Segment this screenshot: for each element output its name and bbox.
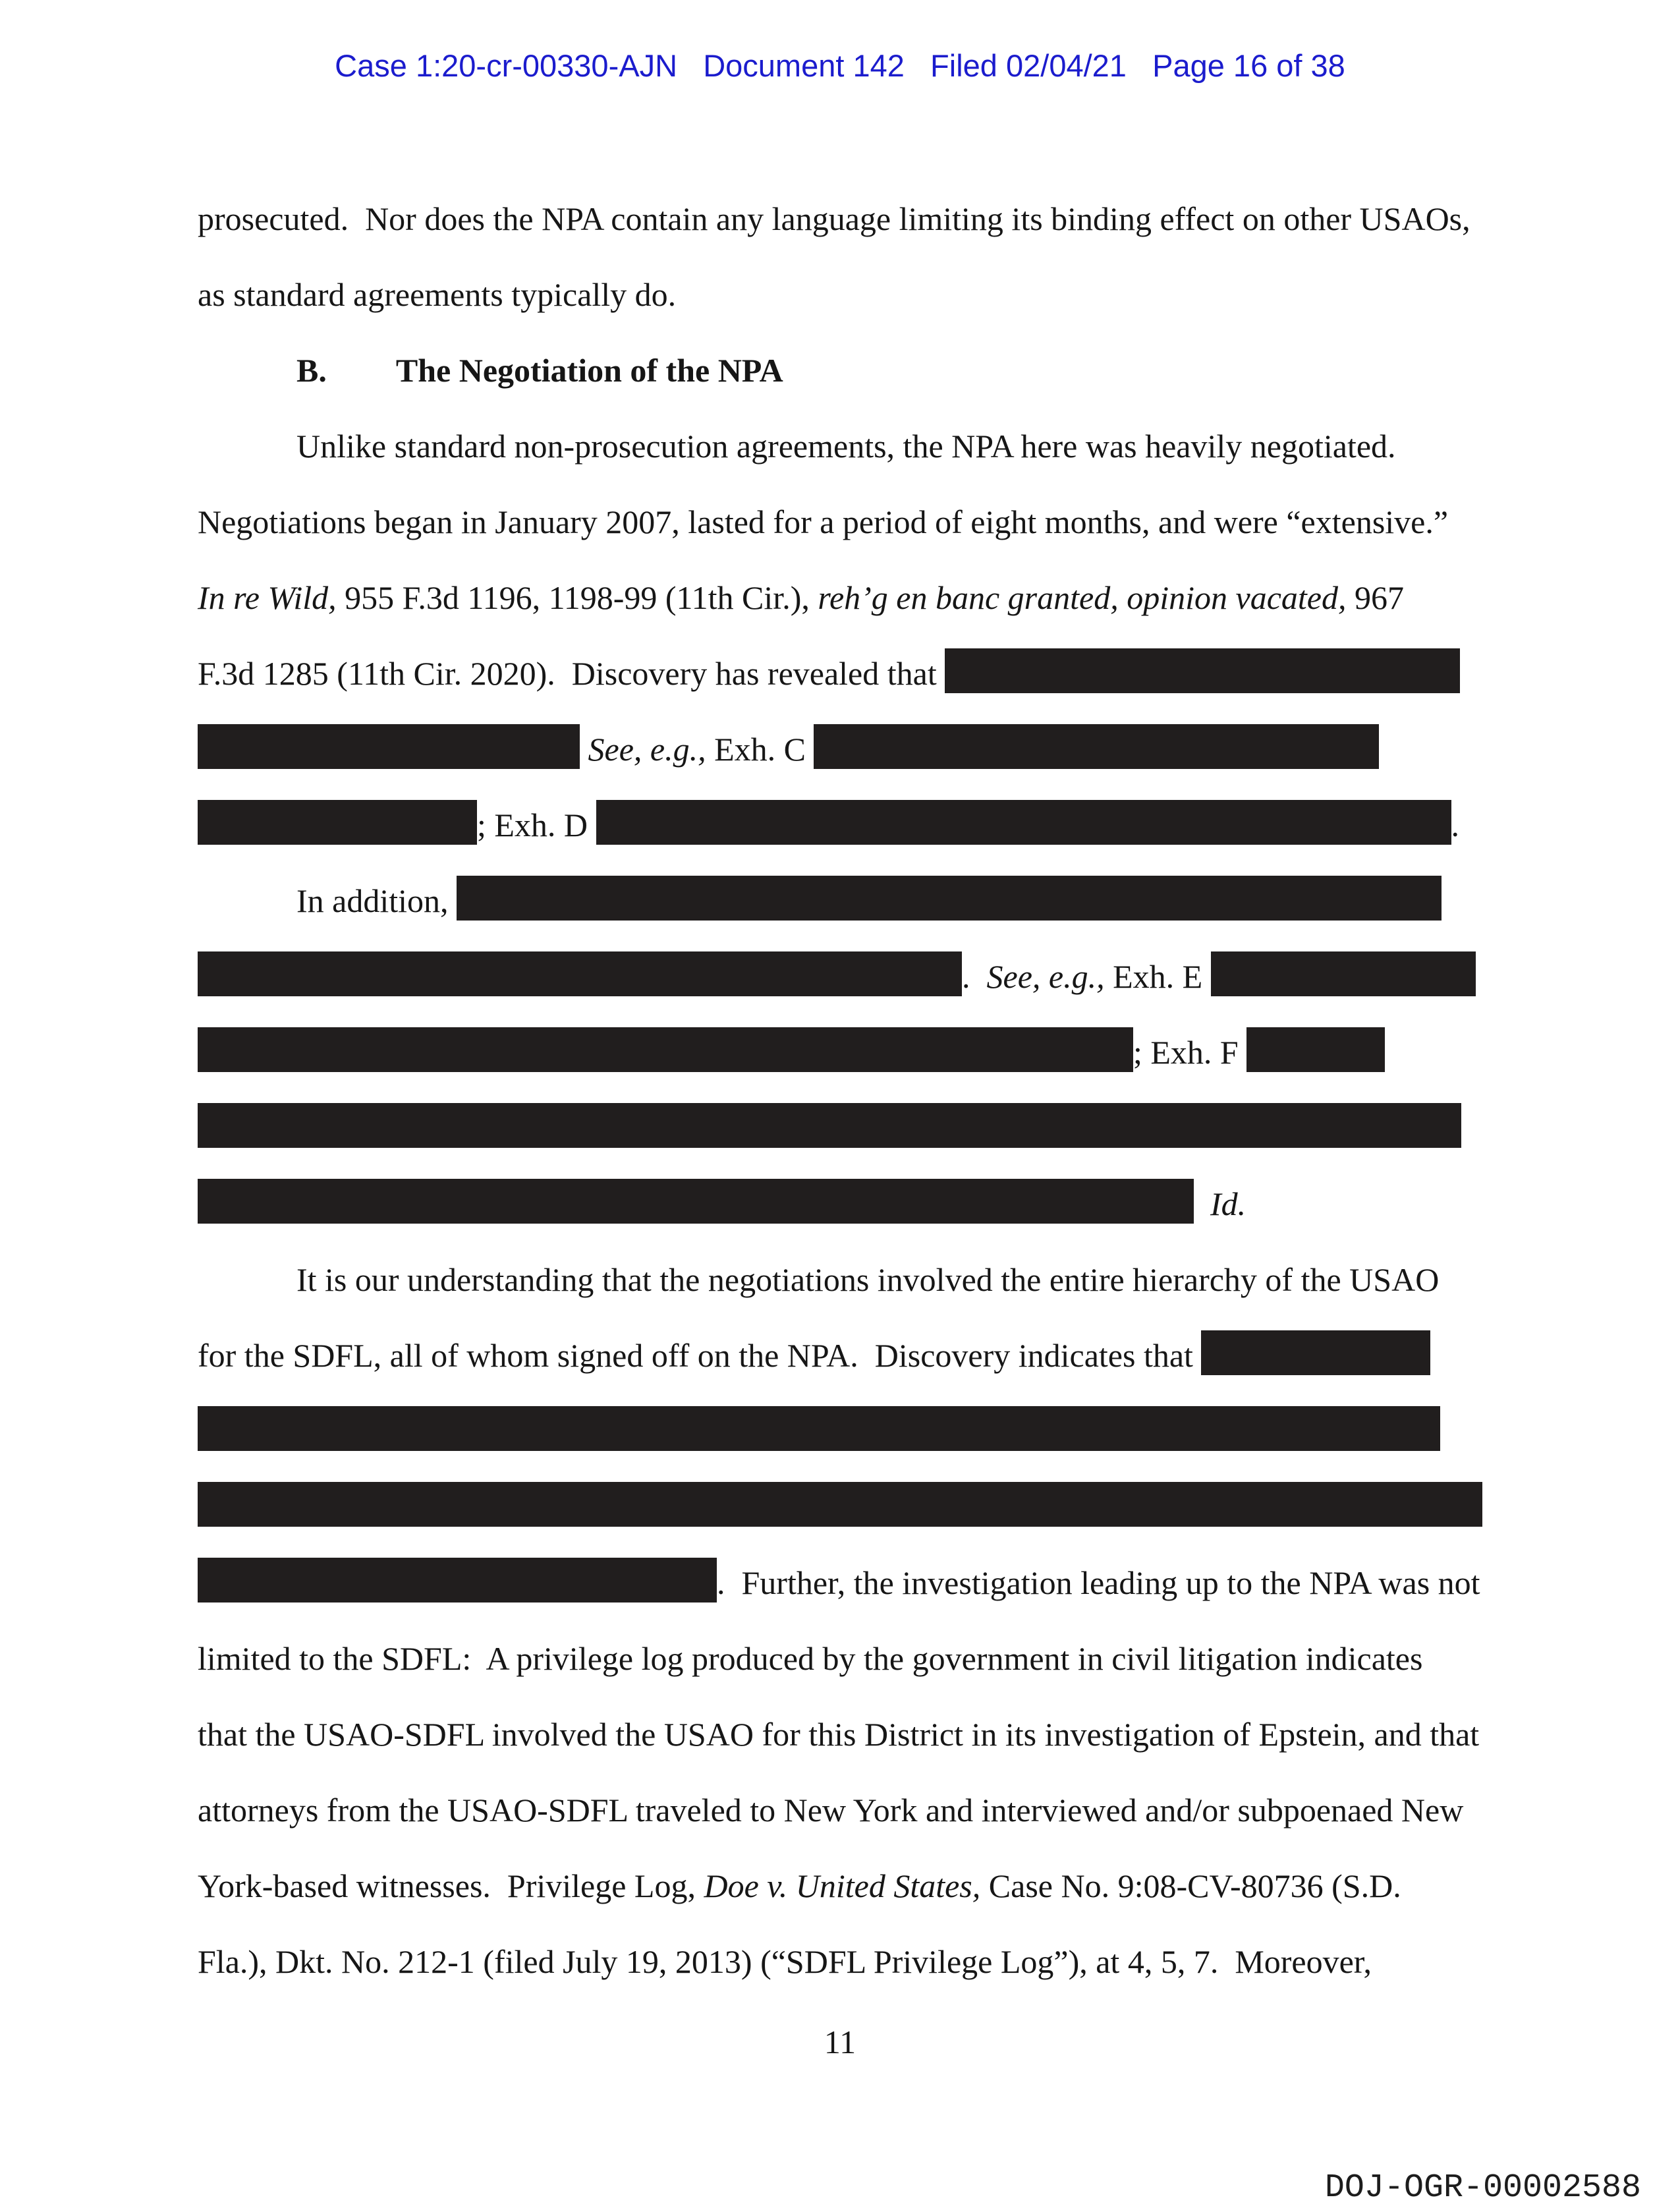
text-line — [198, 712, 1482, 787]
redaction-bar — [198, 1027, 1133, 1072]
text-line — [198, 863, 1482, 939]
redaction-bar — [198, 1482, 1482, 1527]
text-line — [198, 1091, 1482, 1166]
text-line — [198, 1318, 1482, 1394]
page-number: 11 — [824, 2024, 856, 2060]
body-text — [580, 731, 588, 768]
italic-text: reh’g en banc granted, opinion vacated, — [818, 579, 1347, 616]
body-text: In addition, — [296, 882, 457, 919]
text-line — [198, 409, 1482, 484]
italic-text: In re Wild, — [198, 579, 337, 616]
redaction-bar — [1246, 1027, 1385, 1072]
body-text: 967 — [1346, 579, 1404, 616]
redaction-bar — [198, 1558, 717, 1602]
body-text: It is our understanding that the negotiations involved the entire hierarchy of the USAO — [296, 1261, 1440, 1298]
text-line — [198, 1621, 1482, 1697]
text-line — [198, 484, 1482, 560]
redaction-bar — [198, 1103, 1461, 1148]
body-text — [1194, 1185, 1210, 1222]
body-text: . — [1451, 807, 1460, 843]
body-text: Unlike standard non-prosecution agreements, the NPA here was heavily negotiated. — [296, 428, 1396, 465]
redaction-bar — [596, 800, 1451, 845]
redaction-bar — [198, 724, 580, 769]
body-text: Case No. 9:08-CV-80736 (S.D. — [980, 1867, 1401, 1904]
text-line — [198, 1848, 1482, 1924]
text-line — [198, 1015, 1482, 1091]
text-line — [198, 1469, 1482, 1545]
body-text: 955 F.3d 1196, 1198-99 (11th Cir.), — [336, 579, 818, 616]
ecf-filing-stamp: Case 1:20-cr-00330-AJN Document 142 Filed 02/04/21 Page 16 of 38 — [335, 48, 1345, 83]
body-text: as standard agreements typically do. — [198, 276, 677, 313]
redaction-bar — [1211, 951, 1476, 996]
redaction-bar — [198, 951, 962, 996]
text-line — [198, 787, 1482, 863]
italic-text: Id. — [1210, 1185, 1246, 1222]
body-text: . — [962, 958, 987, 995]
italic-text: See, e.g., — [986, 958, 1105, 995]
body-text: Exh. E — [1104, 958, 1211, 995]
redaction-bar — [945, 648, 1460, 693]
redaction-bar — [457, 876, 1442, 921]
body-text: ; Exh. F — [1133, 1034, 1247, 1071]
text-line — [198, 1924, 1482, 2000]
text-line — [198, 333, 1482, 409]
text-line — [198, 1545, 1482, 1621]
redaction-bar — [814, 724, 1379, 769]
body-text: F.3d 1285 (11th Cir. 2020). Discovery has revealed that — [198, 655, 945, 692]
text-line — [198, 1697, 1482, 1772]
text-line — [198, 1166, 1482, 1242]
body-text: ; Exh. D — [477, 807, 596, 843]
body-text: Fla.), Dkt. No. 212-1 (filed July 19, 2013) (“SDFL Privilege Log”), at 4, 5, 7. Moreover, — [198, 1943, 1372, 1980]
body-text: attorneys from the USAO-SDFL traveled to New York and interviewed and/or subpoenaed New — [198, 1792, 1464, 1829]
redaction-bar — [198, 800, 477, 845]
redaction-bar — [198, 1179, 1194, 1224]
body-text: Exh. C — [706, 731, 814, 768]
body-text: Negotiations began in January 2007, lasted for a period of eight months, and were “extensive.” — [198, 503, 1449, 540]
text-line — [198, 1772, 1482, 1848]
text-line — [198, 560, 1482, 636]
bates-number: DOJ-OGR-00002588 — [1324, 2169, 1641, 2207]
text-line — [198, 1394, 1482, 1469]
document-body — [198, 181, 1482, 2000]
body-text: prosecuted. Nor does the NPA contain any language limiting its binding effect on other USAOs, — [198, 200, 1470, 237]
italic-text: Doe v. United States, — [704, 1867, 981, 1904]
bold-text: The Negotiation of the NPA — [395, 352, 783, 389]
redaction-bar — [1201, 1330, 1430, 1375]
text-line — [198, 939, 1482, 1015]
body-text: York-based witnesses. Privilege Log, — [198, 1867, 704, 1904]
text-line — [198, 257, 1482, 333]
italic-text: See, e.g., — [588, 731, 706, 768]
text-line — [198, 636, 1482, 712]
body-text: that the USAO-SDFL involved the USAO for this District in its investigation of Epstein, and that — [198, 1716, 1480, 1753]
body-text: . Further, the investigation leading up to the NPA was not — [717, 1564, 1480, 1601]
text-line — [198, 181, 1482, 257]
body-text: for the SDFL, all of whom signed off on the NPA. Discovery indicates that — [198, 1337, 1202, 1374]
body-text: limited to the SDFL: A privilege log produced by the government in civil litigation indicates — [198, 1640, 1423, 1677]
tab-space — [327, 381, 396, 382]
redaction-bar — [198, 1406, 1440, 1451]
text-line — [198, 1242, 1482, 1318]
bold-text: B. — [296, 352, 327, 389]
